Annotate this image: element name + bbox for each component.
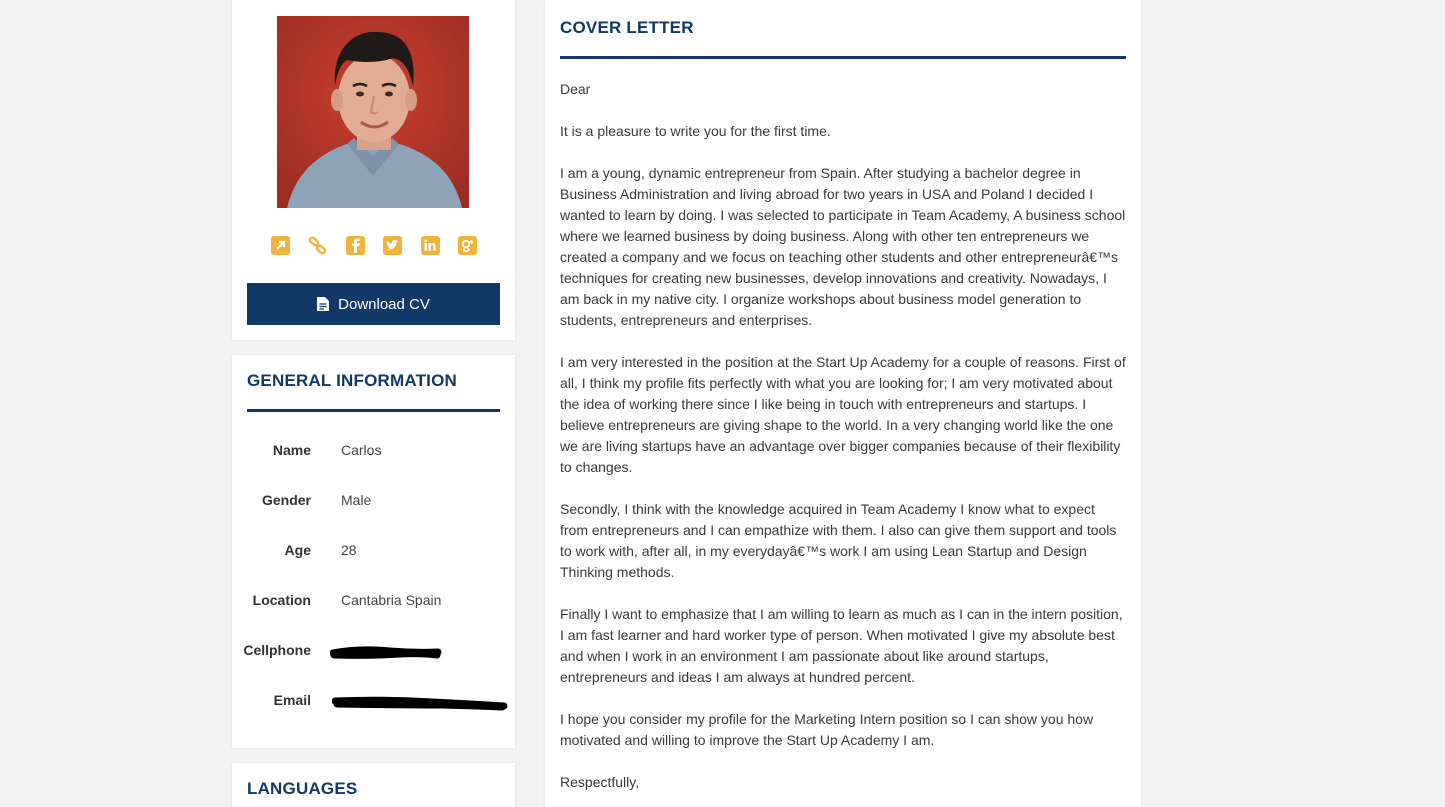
info-row-name xyxy=(232,442,515,462)
info-label: Cellphone xyxy=(243,642,311,658)
letter-paragraph: It is a pleasure to write you for the first time. xyxy=(560,123,831,139)
twitter-icon[interactable] xyxy=(383,236,402,255)
download-cv-label: Download CV xyxy=(338,295,430,313)
cover-letter-card xyxy=(545,0,1141,807)
section-divider xyxy=(247,409,500,412)
info-row-cellphone xyxy=(232,642,515,662)
info-row-gender xyxy=(232,492,515,512)
languages-title: LANGUAGES xyxy=(247,779,358,798)
letter-paragraph: I hope you consider my profile for the Marketing Intern position so I can show you how motivated and willing to improve the Start Up Academy I am. xyxy=(560,711,1094,748)
document-icon xyxy=(317,297,329,311)
info-label: Age xyxy=(284,542,311,558)
info-row-age xyxy=(232,542,515,562)
info-value: Male xyxy=(341,492,372,508)
letter-paragraph: Dear xyxy=(560,81,591,97)
info-label: Location xyxy=(252,592,311,608)
general-information-card xyxy=(232,355,515,748)
info-value: Cantabria Spain xyxy=(341,592,442,608)
section-divider xyxy=(560,56,1126,59)
cover-letter-title: COVER LETTER xyxy=(560,18,694,37)
redaction-scribble xyxy=(330,644,442,660)
info-value: 28 xyxy=(341,542,357,558)
info-label: Email xyxy=(273,692,311,708)
redaction-scribble xyxy=(332,694,508,712)
facebook-icon[interactable] xyxy=(346,236,365,255)
social-links xyxy=(271,235,477,255)
general-information-title: GENERAL INFORMATION xyxy=(247,371,457,390)
info-row-email xyxy=(232,692,515,712)
letter-paragraph: Secondly, I think with the knowledge acquired in Team Academy I know what to expect from entrepreneurs and I can empathize with them. I also can give them support and tools to work with, after all, in my everydayâ€™s work I am using Lean Startup and Design Thinking methods. xyxy=(560,501,1117,580)
linkedin-icon[interactable] xyxy=(421,236,440,255)
languages-card xyxy=(232,763,515,807)
letter-paragraph: I am a young, dynamic entrepreneur from Spain. After studying a bachelor degree in Business Administration and living abroad for two years in USA and Poland I decided I wanted to learn by doing. I was selected to participate in Team Academy, A business school where we learned business by doing business. Along with other ten entrepreneurs we created a company and we focus on teaching other students and other entrepreneurâ€™s techniques for creating new businesses, develop innovations and creativity. Nowadays, I am back in my native city. I organize workshops about business model generation to students, entrepreneurs and enterprises. xyxy=(560,165,1126,328)
download-cv-button[interactable] xyxy=(247,283,500,325)
letter-paragraph: Finally I want to emphasize that I am willing to learn as much as I can in the intern position, I am fast learner and hard worker type of person. When motivated I give my absolute best and when I work in an environment I am passionate about like around startups, entrepreneurs and ideas I am always at hundred percent. xyxy=(560,606,1123,685)
info-row-location xyxy=(232,592,515,612)
cover-letter-body xyxy=(560,79,1126,807)
google-plus-icon[interactable] xyxy=(458,236,477,255)
external-link-icon[interactable] xyxy=(271,236,290,255)
letter-paragraph: Respectfully, xyxy=(560,774,640,790)
letter-paragraph: I am very interested in the position at the Start Up Academy for a couple of reasons. First of all, I think my profile fits perfectly with what you are looking for; I am very motivated about the idea of working there since I like being in touch with entrepreneurs and startups. I believe entrepreneurs are giving shape to the world. In a very changing world like the one we are living startups have an advantage over bigger companies because of their flexibility to changes. xyxy=(560,354,1126,475)
info-label: Name xyxy=(272,442,311,458)
link-icon[interactable] xyxy=(308,236,327,255)
profile-card xyxy=(232,0,515,340)
info-value: Carlos xyxy=(341,442,382,458)
info-label: Gender xyxy=(261,492,311,508)
profile-photo xyxy=(277,16,469,208)
